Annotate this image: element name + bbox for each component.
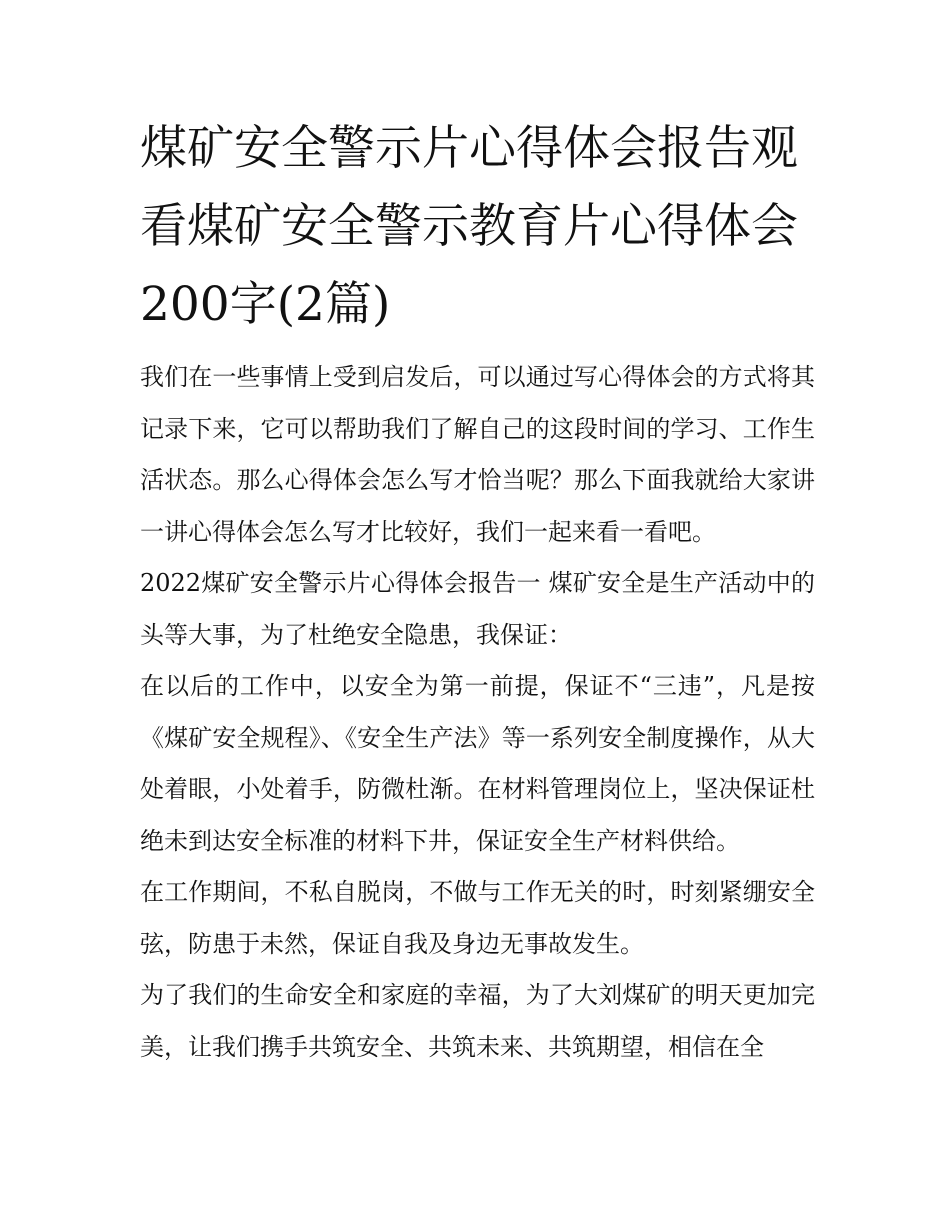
document-body bbox=[140, 352, 815, 1073]
paragraph-duty: 在工作期间，不私自脱岗，不做与工作无关的时，时刻紧绷安全弦，防患于未然，保证自我及身边无事故发生。 bbox=[140, 878, 815, 958]
document-title: 煤矿安全警示片心得体会报告观看煤矿安全警示教育片心得体会200字(2篇) bbox=[140, 121, 798, 332]
paragraph-intro: 我们在一些事情上受到启发后，可以通过写心得体会的方式将其记录下来，它可以帮助我们了解自己的这段时间的学习、工作生活状态。那么心得体会怎么写才恰当呢？那么下面我就给大家讲一讲心得体会怎么写才比较好，我们一起来看一看吧。 bbox=[140, 363, 815, 546]
document-page bbox=[140, 110, 815, 1073]
paragraph-work-pledge: 在以后的工作中，以安全为第一前提，保证不“三违”，凡是按《煤矿安全规程》、《安全生产法》等一系列安全制度操作，从大处着眼，小处着手，防微杜渐。在材料管理岗位上，坚决保证杜绝未到达安全标准的材料下井，保证安全生产材料供给。 bbox=[140, 672, 815, 855]
paragraph-closing: 为了我们的生命安全和家庭的幸福，为了大刘煤矿的明天更加完美，让我们携手共筑安全、共筑未来、共筑期望，相信在全 bbox=[140, 981, 815, 1061]
paragraph-report-one: 2022煤矿安全警示片心得体会报告一 煤矿安全是生产活动中的头等大事，为了杜绝安全隐患，我保证： bbox=[140, 569, 815, 649]
